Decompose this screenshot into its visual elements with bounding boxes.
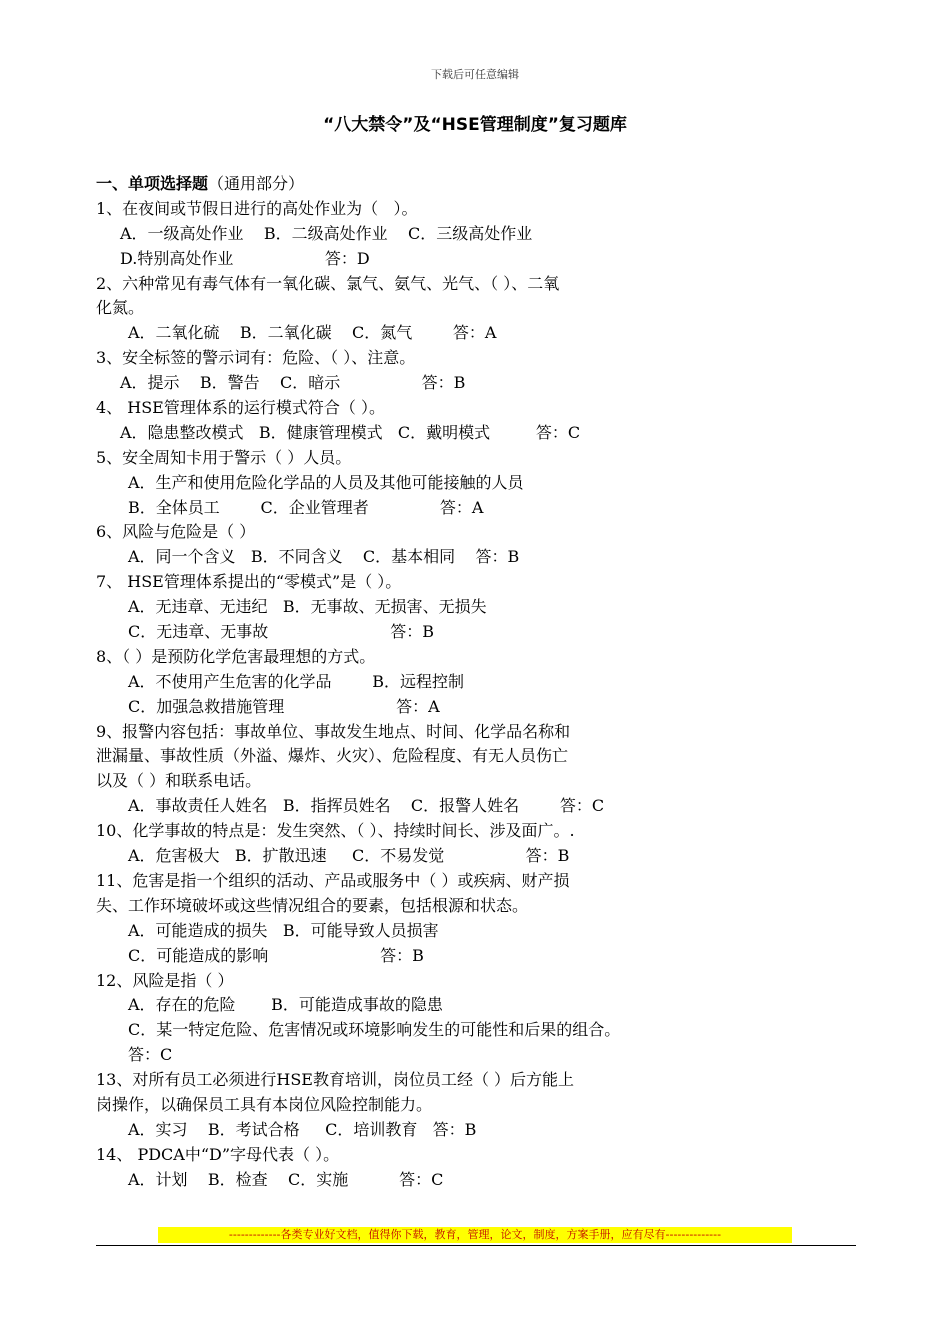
q1-options-answer: D.特别高处作业 答：D: [120, 248, 370, 268]
q3-options-answer: A．提示 B．警告 C．暗示 答：B: [120, 373, 466, 393]
question-9-cont-2: 以及（ ）和联系电话。: [96, 771, 262, 791]
question-list: [96, 172, 736, 1193]
q8-options-answer: C．加强急救措施管理 答：A: [128, 696, 440, 716]
q11-options: A．可能造成的损失 B．可能导致人员损害: [128, 920, 439, 940]
question-2: 2、六种常见有毒气体有一氧化碳、氯气、氨气、光气、（ ）、二氧: [96, 273, 560, 293]
q1-options: A．一级高处作业 B．二级高处作业 C．三级高处作业: [120, 223, 533, 243]
q9-options-answer: A．事故责任人姓名 B．指挥员姓名 C．报警人姓名 答：C: [128, 796, 605, 816]
section-heading-note: （通用部分）: [208, 174, 305, 193]
question-11: 11、危害是指一个组织的活动、产品或服务中（ ）或疾病、财产损: [96, 870, 570, 890]
q6-options-answer: A．同一个含义 B．不同含义 C．基本相同 答：B: [128, 547, 520, 567]
question-8: 8、（ ）是预防化学危害最理想的方式。: [96, 646, 376, 666]
footer-divider: [96, 1245, 856, 1246]
question-13: 13、对所有员工必须进行HSE教育培训，岗位员工经（ ）后方能上: [96, 1070, 575, 1090]
question-11-cont: 失、工作环境破坏或这些情况组合的要素，包括根源和状态。: [96, 895, 529, 915]
question-14: 14、 PDCA中“D”字母代表（ ）。: [96, 1144, 340, 1164]
q7-options-answer: C．无违章、无事故 答：B: [128, 622, 435, 642]
question-6: 6、风险与危险是（ ）: [96, 522, 256, 542]
q12-option-c: C．某一特定危险、危害情况或环境影响发生的可能性和后果的组合。: [128, 1020, 621, 1040]
question-9: 9、报警内容包括：事故单位、事故发生地点、时间、化学品名称和: [96, 721, 571, 741]
q14-options-answer: A．计划 B．检查 C．实施 答：C: [128, 1169, 444, 1189]
section-heading-bold: 一、单项选择题: [96, 174, 209, 193]
question-10: 10、化学事故的特点是：发生突然、（ ）、持续时间长、涉及面广。.: [96, 821, 575, 841]
question-3: 3、安全标签的警示词有：危险、（ ）、注意。: [96, 348, 416, 368]
question-5: 5、安全周知卡用于警示（ ）人员。: [96, 447, 352, 467]
section-heading: [96, 172, 736, 197]
q11-options-answer: C．可能造成的影响 答：B: [128, 945, 424, 965]
question-12: 12、风险是指（ ）: [96, 970, 234, 990]
q12-answer: 答：C: [128, 1045, 173, 1065]
q5-options-answer: B．全体员工 C．企业管理者 答：A: [128, 497, 484, 517]
question-9-cont-1: 泄漏量、事故性质（外溢、爆炸、火灾）、危险程度、有无人员伤亡: [96, 746, 569, 766]
q4-options-answer: A．隐患整改模式 B．健康管理模式 C．戴明模式 答：C: [120, 422, 581, 442]
footer-banner: -------------各类专业好文档，值得你下载，教育，管理，论文，制度，方案手册，应有尽有--------------: [158, 1227, 792, 1243]
q8-options: A．不使用产生危害的化学品 B．远程控制: [128, 671, 465, 691]
question-2-cont: 化氮。: [96, 298, 145, 318]
question-4: 4、 HSE管理体系的运行模式符合（ ）。: [96, 398, 385, 418]
question-13-cont: 岗操作，以确保员工具有本岗位风险控制能力。: [96, 1094, 433, 1114]
q2-options-answer: A．二氧化硫 B．二氧化碳 C．氮气 答：A: [128, 323, 497, 343]
q5-option-a: A．生产和使用危险化学品的人员及其他可能接触的人员: [128, 472, 524, 492]
question-1: 1、在夜间或节假日进行的高处作业为（ ）。: [96, 198, 418, 218]
document-title: “八大禁令”及“HSE管理制度”复习题库: [323, 115, 627, 135]
q13-options-answer: A．实习 B．考试合格 C．培训教育 答：B: [128, 1119, 477, 1139]
q10-options-answer: A．危害极大 B．扩散迅速 C．不易发觉 答：B: [128, 846, 570, 866]
q7-options: A．无违章、无违纪 B．无事故、无损害、无损失: [128, 597, 487, 617]
q12-options: A．存在的危险 B．可能造成事故的隐患: [128, 995, 443, 1015]
question-7: 7、 HSE管理体系提出的“零模式”是（ ）。: [96, 572, 402, 592]
header-note: 下载后可任意编辑: [431, 68, 519, 81]
